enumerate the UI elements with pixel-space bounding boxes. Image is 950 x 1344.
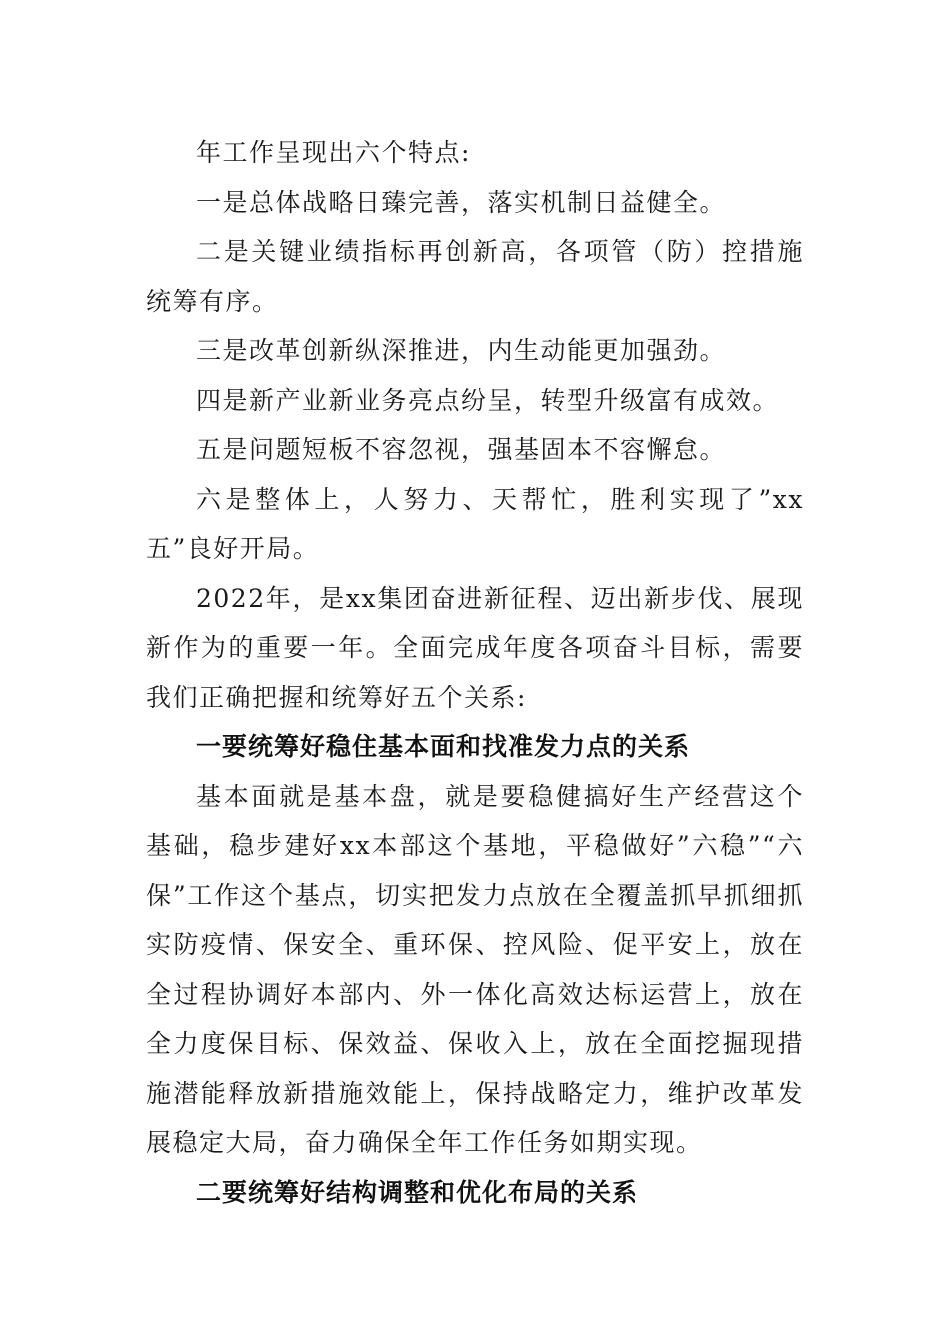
- paragraph-point-6: 六是整体上，人努力、天帮忙，胜利实现了”xx五”良好开局。: [146, 484, 804, 563]
- section-heading-2: 二要统筹好结构调整和优化布局的关系: [196, 1177, 639, 1207]
- paragraph-intro: 年工作呈现出六个特点:: [196, 138, 471, 167]
- paragraph-point-1: 一是总体战略日臻完善，落实机制日益健全。: [196, 187, 727, 217]
- paragraph-2022-overview: 2022年，是xx集团奋进新征程、迈出新步伐、展现新作为的重要一年。全面完成年度各项奋斗目标，需要我们正确把握和统筹好五个关系:: [146, 583, 804, 712]
- paragraph-point-3: 三是改革创新纵深推进，内生动能更加强劲。: [196, 336, 727, 365]
- document-body: [146, 128, 804, 1217]
- paragraph-point-4: 四是新产业新业务亮点纷呈，转型升级富有成效。: [196, 385, 780, 415]
- paragraph-point-5: 五是问题短板不容忽视，强基固本不容懈怠。: [196, 435, 727, 464]
- section-heading-1: 一要统筹好稳住基本面和找准发力点的关系: [196, 732, 691, 761]
- paragraph-section-1-body: 基本面就是基本盘，就是要稳健搞好生产经营这个基础，稳步建好xx本部这个基地，平稳做好”六稳”“六保”工作这个基点，切实把发力点放在全覆盖抓早抓细抓实防疫情、保安全、重环保、控风险、促平安上，放在全过程协调好本部内、外一体化高效达标运营上，放在全力度保目标、保效益、保收入上，放在全面挖掘现措施潜能释放新措施效能上，保持战略定力，维护改革发展稳定大局，奋力确保全年工作任务如期实现。: [146, 781, 804, 1157]
- paragraph-point-2: 二是关键业绩指标再创新高，各项管（防）控措施统筹有序。: [146, 237, 804, 316]
